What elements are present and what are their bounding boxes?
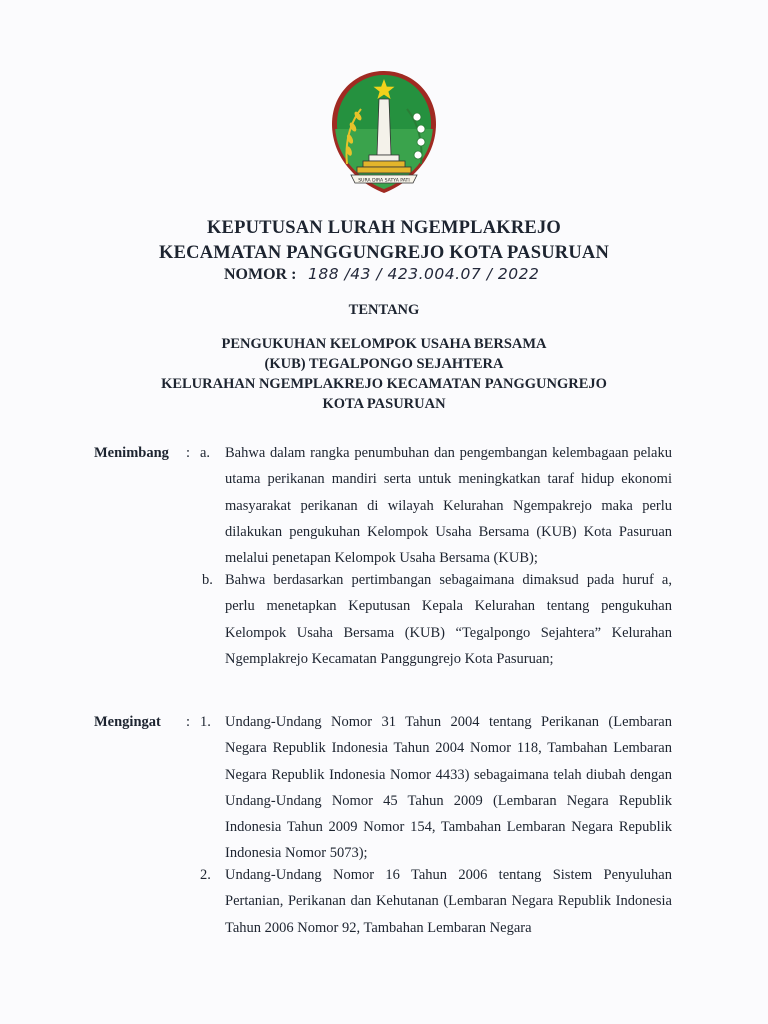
mengingat-marker-1: 1. — [200, 714, 211, 730]
nomor-value: 188 /43 / 423.004.07 / 2022 — [308, 265, 540, 283]
mengingat-colon: : — [186, 714, 191, 730]
mengingat-item-1: Undang-Undang Nomor 31 Tahun 2004 tentang Perikanan (Lembaran Negara Republik Indonesia Tahun 2004 Nomor 118, Tambahan Lembaran Negara Republik Indonesia Nomor 4433) sebagaimana telah diubah dengan Undang-Undang Nomor 45 Tahun 2009 (Lembaran Negara Republik Indonesia Tahun 2009 Nomor 154, Tambahan Lembaran Negara Republik Indonesia Nomor 5073); — [225, 714, 672, 862]
nomor-label: NOMOR : — [224, 266, 297, 283]
subject-line1: PENGUKUHAN KELOMPOK USAHA BERSAMA — [221, 336, 547, 352]
subject-line4: KOTA PASURUAN — [322, 396, 446, 412]
emblem-ribbon-text: SURA DIRA SATYA PATI — [358, 178, 410, 184]
city-emblem-icon — [329, 69, 439, 197]
menimbang-marker-a: a. — [200, 445, 211, 461]
mengingat-label: Mengingat — [94, 714, 161, 730]
menimbang-item-a: Bahwa dalam rangka penumbuhan dan pengembangan kelembagaan pelaku utama perikanan mandiri serta untuk meningkatkan taraf hidup ekonomi masyarakat perikanan di wilayah Kelurahan Ngempakrejo maka perlu dilakukan pengukuhan Kelompok Usaha Bersama (KUB) Kota Pasuruan melalui penetapan Kelompok Usaha Bersama (KUB); — [225, 445, 672, 567]
subject-line2: (KUB) TEGALPONGO SEJAHTERA — [264, 356, 504, 372]
subject-line3: KELURAHAN NGEMPLAKREJO KECAMATAN PANGGUNGREJO — [161, 376, 607, 392]
menimbang-label: Menimbang — [94, 445, 169, 461]
mengingat-item-2: Undang-Undang Nomor 16 Tahun 2006 tentang Sistem Penyuluhan Pertanian, Perikanan dan Kehutanan (Lembaran Negara Republik Indonesia Tahun 2006 Nomor 92, Tambahan Lembaran Negara — [225, 867, 672, 936]
menimbang-colon: : — [186, 445, 191, 461]
mengingat-marker-2: 2. — [200, 867, 211, 883]
menimbang-marker-b: b. — [202, 572, 213, 588]
menimbang-item-b: Bahwa berdasarkan pertimbangan sebagaimana dimaksud pada huruf a, perlu menetapkan Keputusan Kepala Kelurahan tentang pengukuhan Kelompok Usaha Bersama (KUB) “Tegalpongo Sejahtera” Kelurahan Ngemplakrejo Kecamatan Panggungrejo Kota Pasuruan; — [225, 572, 672, 667]
tentang-heading: TENTANG — [348, 302, 420, 318]
decree-title-line2: KECAMATAN PANGGUNGREJO KOTA PASURUAN — [159, 243, 609, 263]
decree-title-line1: KEPUTUSAN LURAH NGEMPLAKREJO — [206, 218, 562, 238]
